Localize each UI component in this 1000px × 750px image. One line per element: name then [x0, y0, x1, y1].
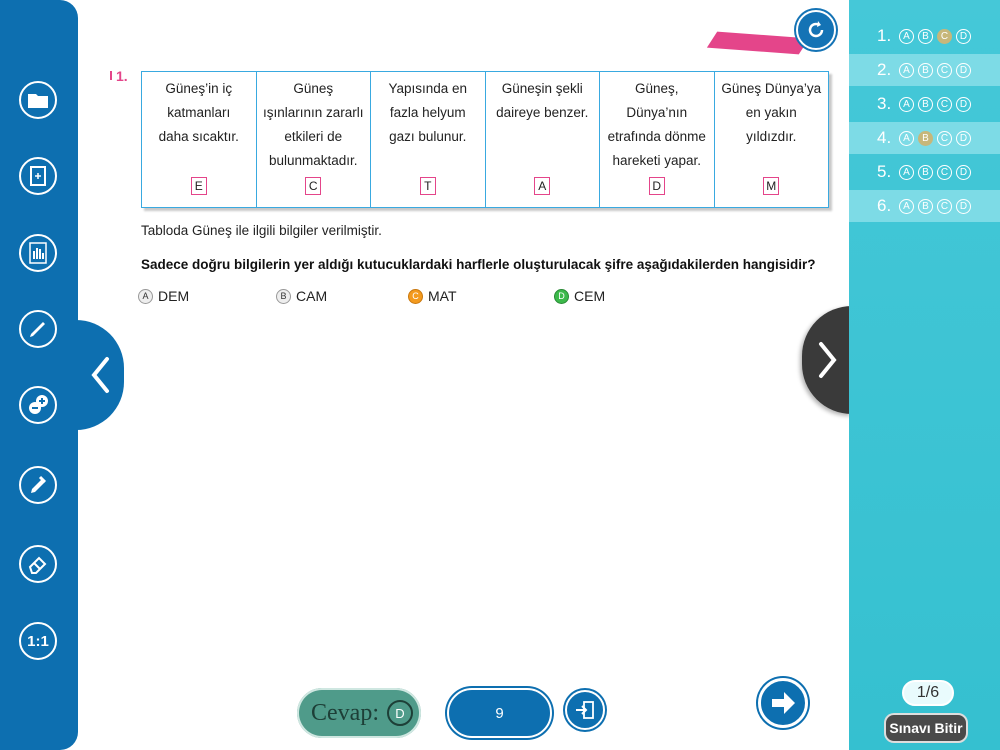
decorative-banner [707, 32, 809, 55]
letter-box: A [534, 177, 550, 195]
next-question-tab[interactable] [802, 306, 852, 414]
bubble-c-marked[interactable]: C [937, 29, 952, 44]
folder-button[interactable] [19, 81, 57, 119]
bubble-d[interactable]: D [956, 63, 971, 78]
answer-row-2 [849, 54, 1000, 86]
bubble-a[interactable]: A [899, 97, 914, 112]
new-page-button[interactable] [19, 157, 57, 195]
bubble-d[interactable]: D [956, 165, 971, 180]
eraser-button[interactable] [19, 545, 57, 583]
letter-box: D [649, 177, 665, 195]
bubble-d[interactable]: D [956, 29, 971, 44]
arrow-right-icon [768, 688, 798, 718]
answer-key-value: D [387, 700, 413, 726]
zoom-icon [26, 393, 50, 417]
table-cell [715, 72, 829, 207]
answer-row-number: 4. [877, 128, 892, 147]
new-page-icon [26, 164, 50, 188]
answer-row-number: 5. [877, 162, 892, 181]
answer-row-4 [849, 122, 1000, 154]
bubble-c[interactable]: C [937, 97, 952, 112]
pencil-icon [26, 317, 50, 341]
answer-row-5 [849, 156, 1000, 188]
option-b-bubble[interactable]: B [276, 289, 291, 304]
page-counter: 1/6 [902, 680, 954, 706]
answer-row-3 [849, 88, 1000, 120]
answer-input[interactable]: 9 [447, 688, 552, 738]
cell-text: Güneş ışınlarının zararlı etkileri de bulunmaktadır. [262, 81, 364, 168]
reset-button[interactable] [796, 10, 836, 50]
option-c-bubble[interactable]: C [408, 289, 423, 304]
refresh-icon [804, 18, 828, 42]
hand-tool-button[interactable] [19, 234, 57, 272]
letter-box: C [305, 177, 321, 195]
bubble-b[interactable]: B [918, 199, 933, 214]
table-cell [371, 72, 486, 207]
table-cell [257, 72, 372, 207]
bubble-b[interactable]: B [918, 97, 933, 112]
eraser-icon [26, 552, 50, 576]
bubble-c[interactable]: C [937, 131, 952, 146]
answer-row-number: 6. [877, 196, 892, 215]
bubble-d[interactable]: D [956, 131, 971, 146]
cell-text: Güneş Dünya’ya en yakın yıldızdır. [721, 81, 822, 144]
answer-sheet-panel [849, 0, 1000, 750]
info-table [141, 71, 829, 208]
previous-question-button[interactable] [76, 320, 124, 430]
cell-text: Yapısında en fazla helyum gazı bulunur. [388, 81, 468, 144]
table-cell [142, 72, 257, 207]
bubble-c[interactable]: C [937, 63, 952, 78]
option-a-text: DEM [158, 288, 190, 304]
answer-row-6 [849, 190, 1000, 222]
pencil-button[interactable] [19, 310, 57, 348]
bubble-c[interactable]: C [937, 199, 952, 214]
submit-answer-button[interactable] [565, 690, 605, 730]
bubble-c[interactable]: C [937, 165, 952, 180]
table-cell [486, 72, 601, 207]
question-marker [110, 71, 112, 80]
option-a[interactable] [138, 288, 189, 304]
answer-key-label: Cevap: [311, 699, 379, 726]
question-stem: Tabloda Güneş ile ilgili bilgiler verilmiştir. [141, 223, 382, 238]
bubble-a[interactable]: A [899, 199, 914, 214]
actual-size-icon: 1:1 [27, 632, 49, 650]
zoom-button[interactable] [19, 386, 57, 424]
letter-box: M [763, 177, 779, 195]
answer-key-box [297, 688, 421, 738]
answer-row-1 [849, 20, 1000, 52]
enter-icon [574, 699, 596, 721]
letter-box: T [420, 177, 436, 195]
bubble-a[interactable]: A [899, 165, 914, 180]
chevron-left-icon [89, 355, 111, 395]
bubble-a[interactable]: A [899, 131, 914, 146]
chevron-right-icon [816, 340, 838, 380]
bubble-b[interactable]: B [918, 29, 933, 44]
bubble-a[interactable]: A [899, 29, 914, 44]
actual-size-button[interactable] [19, 622, 57, 660]
question-number: 1. [116, 68, 128, 84]
option-b-text: CAM [296, 288, 328, 304]
option-a-bubble[interactable]: A [138, 289, 153, 304]
cell-text: Güneş’in iç katmanları daha sıcaktır. [158, 81, 239, 144]
answer-row-number: 3. [877, 94, 892, 113]
next-button[interactable] [758, 678, 808, 728]
option-d[interactable] [554, 288, 605, 304]
cell-text: Güneşin şekli daireye benzer. [496, 81, 589, 120]
answer-row-number: 1. [877, 26, 892, 45]
highlighter-button[interactable] [19, 466, 57, 504]
folder-icon [26, 88, 50, 112]
cell-text: Güneş, Dünya’nın etrafında dönme hareketi yapar. [607, 81, 706, 168]
bubble-b-marked[interactable]: B [918, 131, 933, 146]
option-d-text: CEM [574, 288, 606, 304]
bubble-d[interactable]: D [956, 199, 971, 214]
bubble-a[interactable]: A [899, 63, 914, 78]
option-c[interactable] [408, 288, 457, 304]
highlighter-icon [26, 473, 50, 497]
bubble-d[interactable]: D [956, 97, 971, 112]
left-toolbar [0, 0, 78, 750]
letter-box: E [191, 177, 207, 195]
option-d-bubble[interactable]: D [554, 289, 569, 304]
answer-row-number: 2. [877, 60, 892, 79]
option-b[interactable] [276, 288, 327, 304]
finish-exam-button[interactable]: Sınavı Bitir [884, 713, 968, 743]
bubble-b[interactable]: B [918, 63, 933, 78]
hand-icon [26, 241, 50, 265]
bubble-b[interactable]: B [918, 165, 933, 180]
option-c-text: MAT [428, 288, 457, 304]
table-cell [600, 72, 715, 207]
question-prompt: Sadece doğru bilgilerin yer aldığı kutucuklardaki harflerle oluşturulacak şifre aşağıdakilerden hangisidir? [141, 257, 816, 272]
